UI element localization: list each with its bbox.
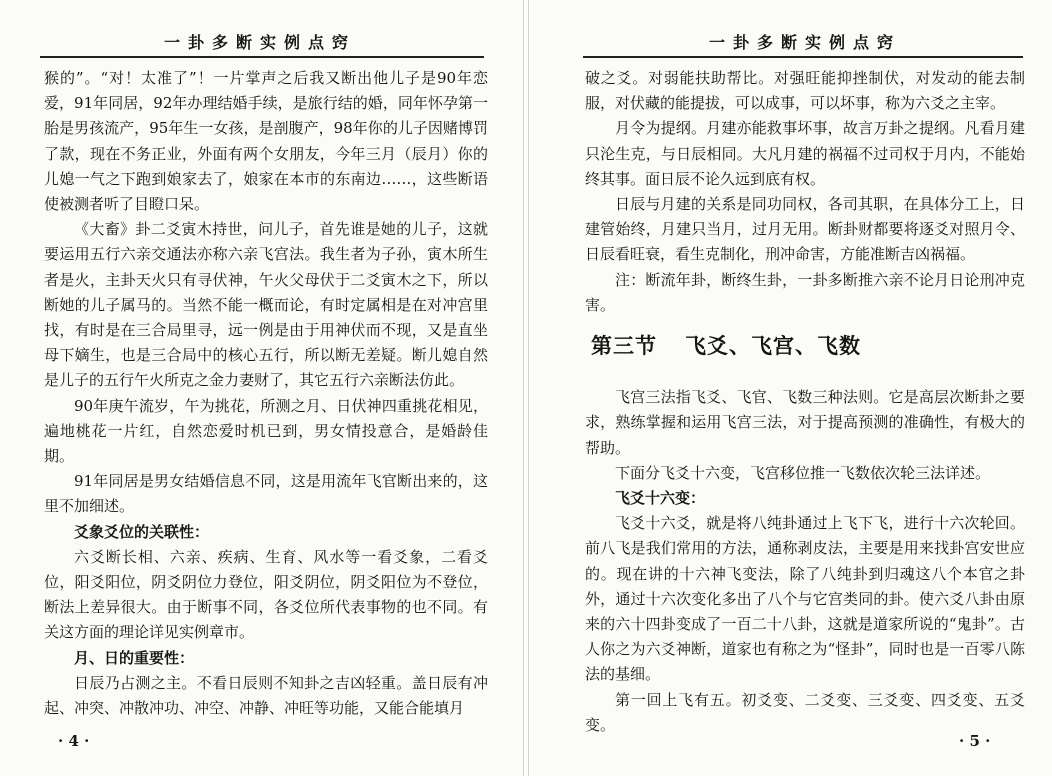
paragraph: 猴的”。“对！太准了”！一片掌声之后我又断出他儿子是90年恋爱，91年同居，92年办理结婚手续，是旅行结的婚，同年怀孕第一胎是男孩流产，95年生一女孩，是剖腹产，98年你的儿子因赌博罚了款，现在不务正业，外面有两个女朋友，今年三月（辰月）你的儿媳一气之下跑到娘家去了，娘家在本市的东南边……，这些断语使被测者听了目瞪口呆。 [44, 69, 488, 214]
paragraph: 日辰与月建的关系是同功同权，各司其职，在具体分工上，日建管始终，月建只当月，过月无用。断卦财都要将逐爻对照月令、日辰看旺衰，看生克制化，刑冲命害，方能准断吉凶祸福。 [585, 195, 1025, 264]
left-page [0, 0, 524, 776]
subheading: 飞爻十六变： [615, 489, 706, 508]
paragraph: 飞宫三法指飞爻、飞官、飞数三种法则。它是高层次断卦之要求，熟练掌握和运用飞宫三法，对于提高预测的准确性，有极大的帮助。 [585, 388, 1025, 457]
page-number: · 4 · [58, 732, 90, 750]
paragraph: 六爻断长相、六亲、疾病、生育、风水等一看爻象，二看爻位，阳爻阳位，阴爻阴位力登位，阳爻阴位，阴爻阳位为不登位，断法上差异很大。由于断事不同，各爻位所代表事物的也不同。有关这方面的理论详见实例章市。 [44, 547, 488, 642]
subheading: 爻象爻位的关联性： [74, 522, 210, 541]
paragraph: 《大畜》卦二爻寅木持世，问儿子，首先谁是她的儿子，这就要运用五行六亲交通法亦称六亲飞宫法。我生者为子孙，寅木所生者是火，主卦天火只有寻伏神，午火父母伏于二爻寅木之下，所以断她的儿子属马的。当然不能一概而论，有时定属相是在对冲宫里找，有时是在三合局里寻，远一例是由于用神伏而不现，又是直坐母下嫡生，也是三合局中的核心五行，所以断无差疑。断儿媳自然是儿子的五行午火所克之金力妻财了，其它五行六亲断法仿此。 [44, 220, 488, 390]
header-rule [40, 56, 484, 58]
paragraph: 日辰乃占测之主。不看日辰则不知卦之吉凶轻重。盖日辰有冲起、冲突、冲散冲功、冲空、冲静、冲旺等功能，又能合能填月 [44, 673, 488, 718]
paragraph: 注：断流年卦，断终生卦，一卦多断推六亲不论月日论刑冲克害。 [585, 270, 1025, 314]
paragraph: 91年同居是男女结婚信息不同，这是用流年飞官断出来的，这里不加细述。 [44, 472, 488, 516]
running-header: 一卦多断实例点窍 [708, 33, 901, 52]
paragraphs-after-section [585, 385, 1025, 738]
paragraph: 第一回上飞有五。初爻变、二爻变、三爻变、四爻变、五爻变。 [585, 690, 1025, 734]
section-title: 飞爻、飞宫、飞数 [685, 334, 861, 359]
page-number: · 5 · [959, 732, 991, 750]
paragraph: 破之爻。对弱能扶助帮比。对强旺能抑挫制伏，对发动的能去制服，对伏藏的能提拔，可以成事，可以坏事，称为六爻之主宰。 [585, 69, 1025, 113]
running-header: 一卦多断实例点窍 [163, 33, 356, 52]
subheading: 月、日的重要性： [74, 648, 195, 667]
paragraph: 下面分飞爻十六变，飞宫移位推一飞数依次轮三法详述。 [615, 463, 991, 482]
section-heading [585, 334, 1025, 359]
right-page-body [585, 66, 1025, 738]
left-page-body [44, 66, 488, 721]
paragraphs-before-section [585, 66, 1025, 318]
header-rule [583, 56, 1023, 58]
right-page [528, 0, 1052, 776]
section-number: 第三节 [591, 334, 657, 359]
paragraph: 飞爻十六爻，就是将八纯卦通过上飞下飞，进行十六次轮回。前八飞是我们常用的方法，通称剥皮法，主要是用来找卦宫安世应的。现在讲的十六神飞变法，除了八纯卦到归魂这八个本官之卦外，通过十六次变化多出了八个与它宫类同的卦。使六爻八卦由原来的六十四卦变成了一百二十八卦，这就是道家所说的“鬼卦”。古人你之为六爻神断，道家也有称之为“怪卦”，同时也是一百零八陈法的基细。 [585, 514, 1025, 684]
paragraph: 月令为提纲。月建亦能救事坏事，故言万卦之提纲。凡看月建只沦生克，与日辰相同。大凡月建的祸福不过司权于月内，不能始终其事。面日辰不论久远到底有权。 [585, 119, 1025, 188]
paragraph: 90年庚午流岁，午为挑花，所测之月、日伏神四重挑花相见，遍地桃花一片红，自然恋爱时机已到，男女情投意合，是婚龄佳期。 [44, 396, 488, 466]
